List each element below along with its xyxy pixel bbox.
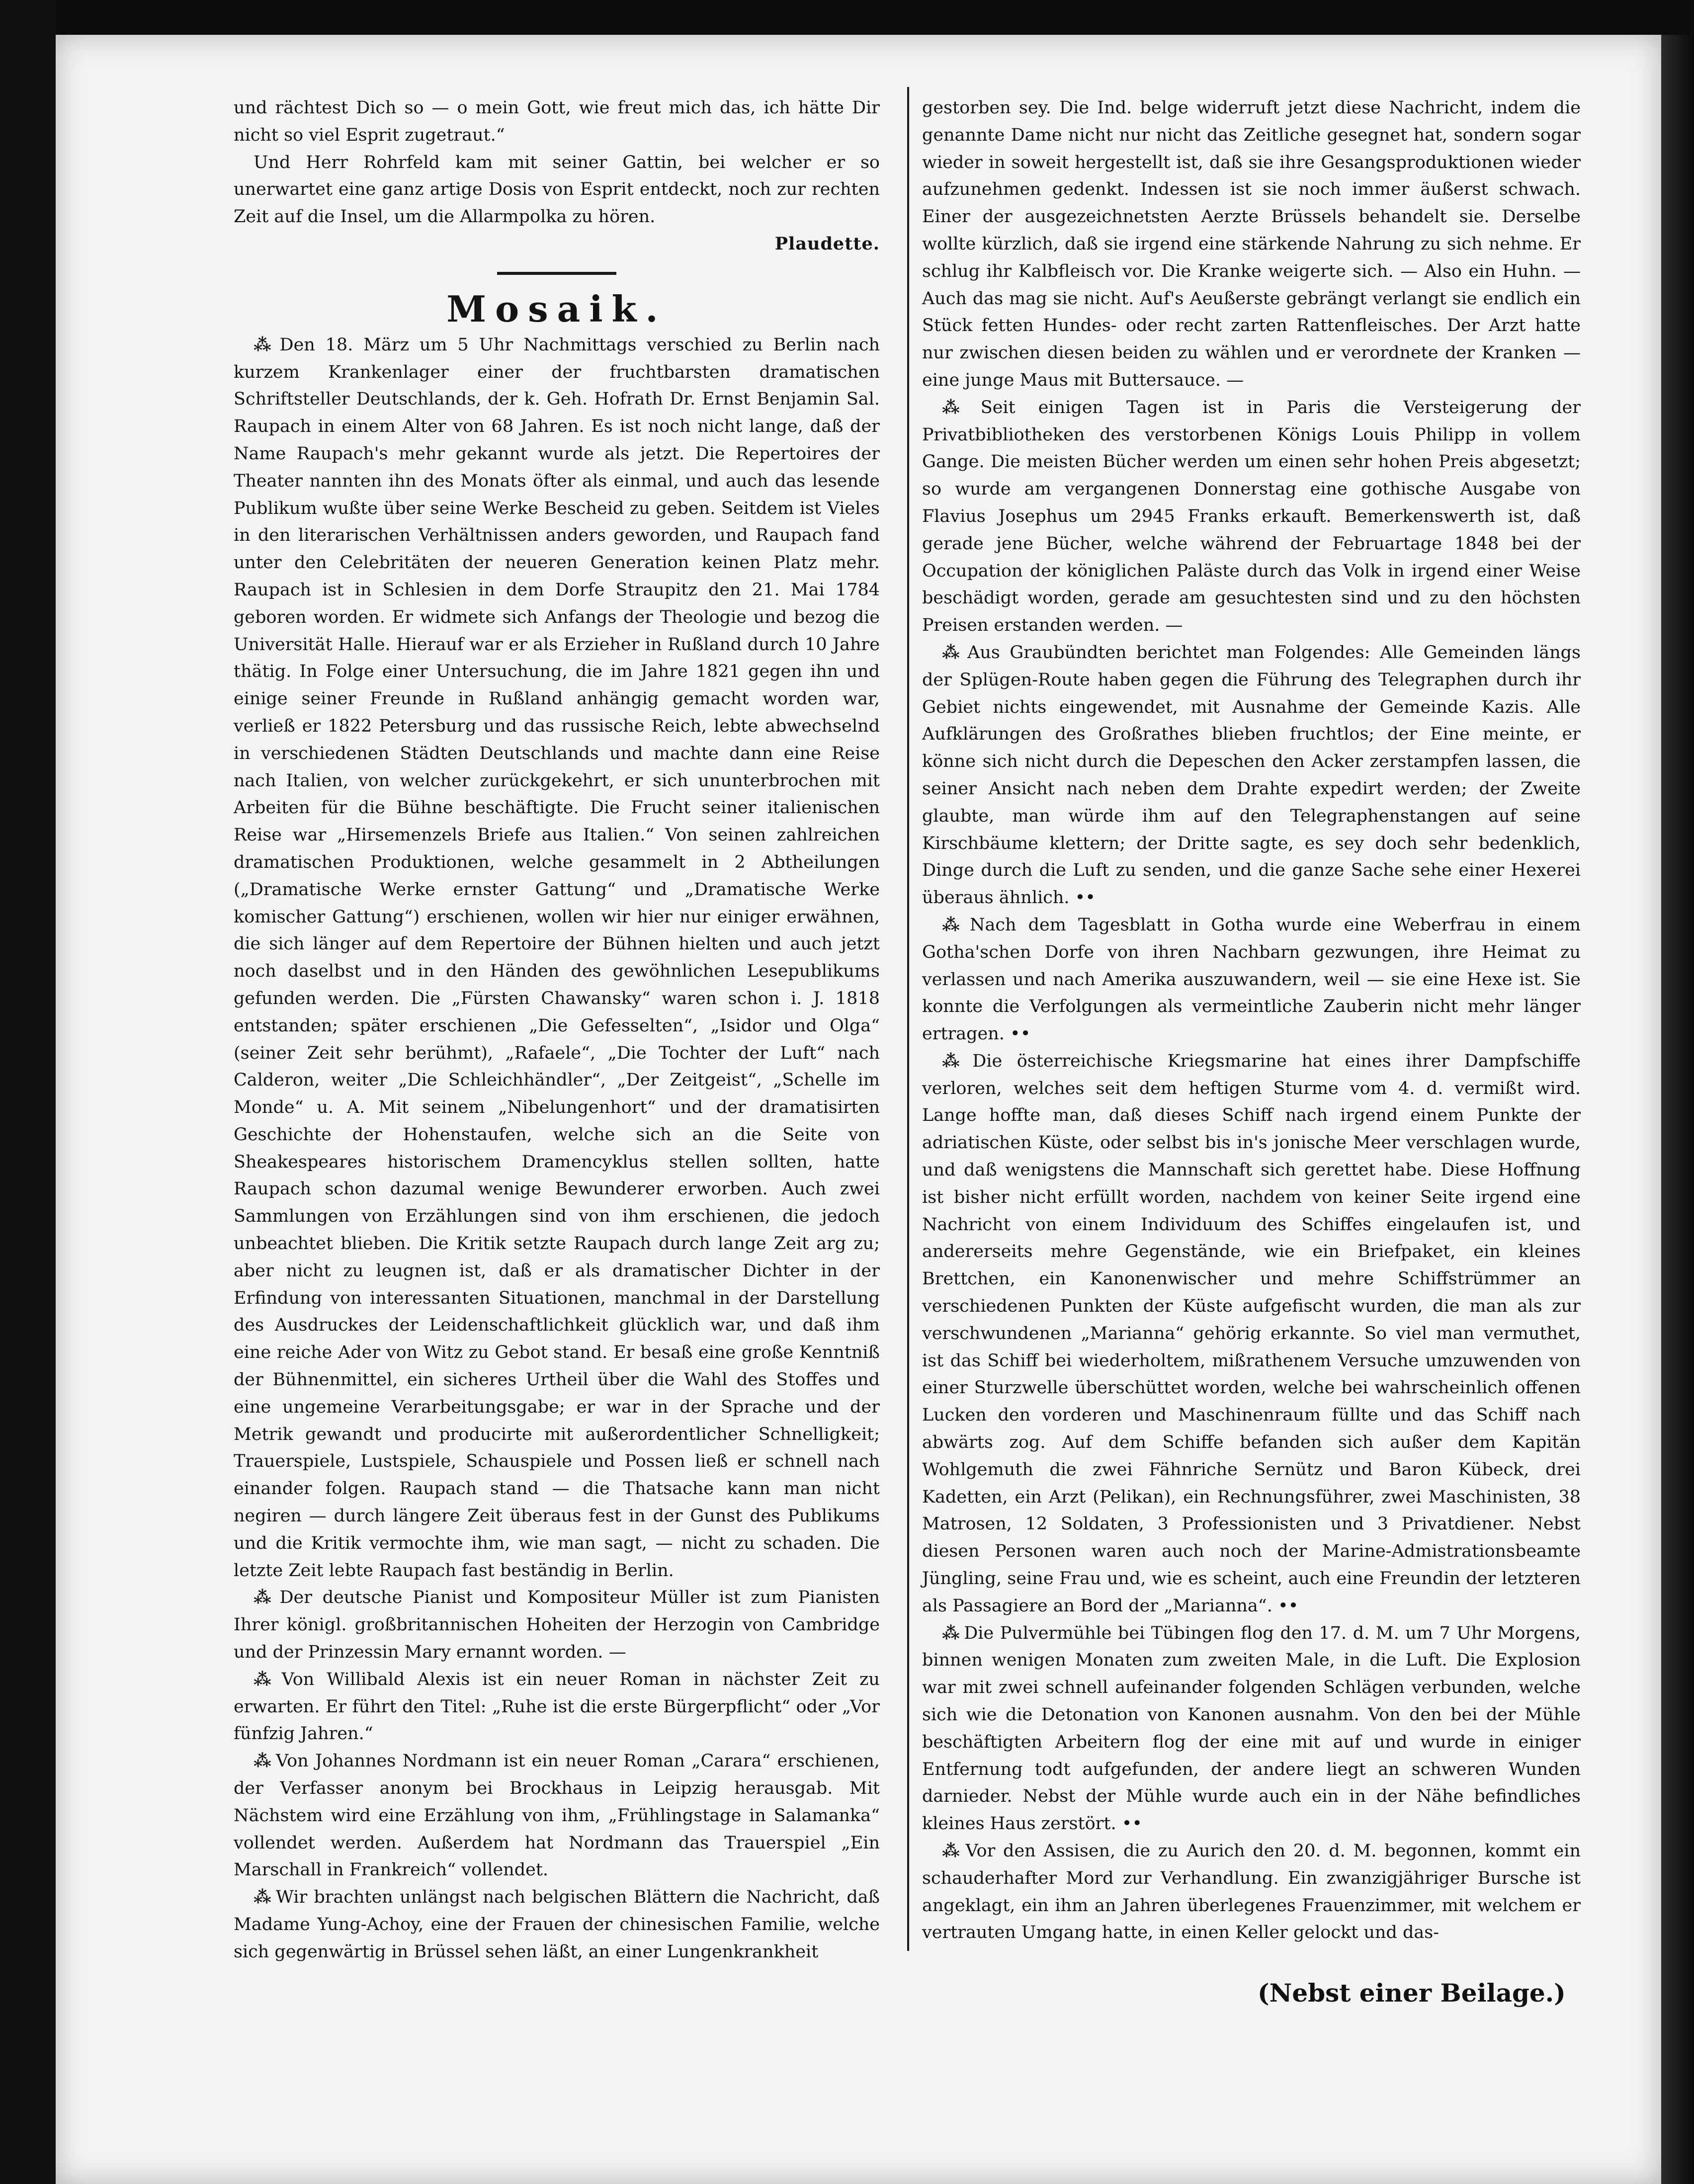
item-text: Nach dem Tagesblatt in Gotha wurde eine Weberfrau in einem Gotha'schen Dorfe von ihren Nachbarn gezwungen, ihre Heimat zu verlassen und nach Amerika auszuwandern, weil — sie eine Hexe ist. Sie konnte die Verfolgungen als vermeintliche Zauberin nicht mehr länger ertragen.	[922, 915, 1581, 1044]
item-marker: ⁂	[942, 1622, 959, 1643]
item-end-mark: —	[608, 1642, 626, 1663]
continuation-text	[922, 94, 1581, 394]
mosaik-item	[234, 1884, 880, 1965]
item-text: Die Pulvermühle bei Tübingen flog den 17. d. M. um 7 Uhr Morgens, binnen wenigen Monaten zum zweiten Male, in die Luft. Die Explosion war mit zwei schnell aufeinander folgenden Schlägen verbunden, welche sich wie die Detonation von Kanonen ausnahm. Von den bei der Mühle beschäftigten Arbeitern flog der eine mit auf und wurde in einiger Entfernung todt aufgefunden, der andere liegt an schweren Wunden darnieder. Nebst der Mühle wurde auch ein in der Nähe befindliches kleines Haus zerstört.	[922, 1623, 1581, 1834]
item-marker: ⁂	[942, 914, 965, 935]
supplement-note: (Nebst einer Beilage.)	[1258, 1978, 1566, 2008]
item-end-mark: ••	[1277, 1596, 1299, 1616]
item-text: Den 18. März um 5 Uhr Nachmittags verschied zu Berlin nach kurzem Krankenlager einer der fruchtbarsten dramatischen Schriftsteller Deutschlands, der k. Geh. Hofrath Dr. Ernst Benjamin Sal. Raupach in einem Alter von 68 Jahren. Es ist noch nicht lange, daß der Name Raupach's mehr gekannt wurde als jetzt. Die Repertoires der Theater nannten ihn des Monats öfter als einmal, und auch das lesende Publikum wußte über seine Werke Bescheid zu geben. Seitdem ist Vieles in den literarischen Verhältnissen anders geworden, und Raupach fand unter den Celebritäten der neueren Generation keinen Platz mehr. Raupach ist in Schlesien in dem Dorfe Straupitz den 21. Mai 1784 geboren worden. Er widmete sich Anfangs der Theologie und bezog die Universität Halle. Hierauf war er als Erzieher in Rußland durch 10 Jahre thätig. In Folge einer Untersuchung, die im Jahre 1821 gegen ihn und einige seiner Freunde in Rußland anhängig gemacht worden war, verließ er 1822 Petersburg und das russische Reich, lebte abwechselnd in verschiedenen Städten Deutschlands und machte dann eine Reise nach Italien, von welcher zurückgekehrt, er sich ununterbrochen mit Arbeiten für die Bühne beschäftigte. Die Frucht seiner italienischen Reise war „Hirsemenzels Briefe aus Italien.“ Von seinen zahlreichen dramatischen Produktionen, welche gesammelt in 2 Abtheilungen („Dramatische Werke ernster Gattung“ und „Dramatische Werke komischer Gattung“) erschienen, wollen wir hier nur einiger erwähnen, die sich länger auf dem Repertoire der Bühnen hielten und auch jetzt noch daselbst und in den Händen des gewöhnlichen Lesepublikums gefunden werden. Die „Fürsten Chawansky“ waren schon i. J. 1818 entstanden; später erschienen „Die Gefesselten“, „Isidor und Olga“ (seiner Zeit sehr berühmt), „Rafaele“, „Die Tochter der Luft“ nach Calderon, weiter „Die Schleichhändler“, „Der Zeitgeist“, „Schelle im Monde“ u. A. Mit seinem „Nibelungenhort“ und der dramatisirten Geschichte der Hohenstaufen, welche sich an die Seite von Sheakespeares historischem Dramencyklus stellen sollten, hatte Raupach schon dazumal wenige Bewunderer erworben. Auch zwei Sammlungen von Erzählungen sind von ihm erschienen, die jedoch unbeachtet blieben. Die Kritik setzte Raupach durch lange Zeit arg zu; aber nicht zu leugnen ist, daß er als dramatischer Dichter in der Erfindung von interessanten Situationen, manchmal in der Darstellung des Ausdruckes der Leidenschaftlichkeit glücklich war, und daß ihm eine reiche Ader von Witz zu Gebot stand. Er besaß eine große Kenntniß der Bühnenmittel, ein sicheres Urtheil über die Wahl des Stoffes und eine ungemeine Verarbeitungsgabe; er war in der Sprache und der Metrik gewandt und producirte mit außerordentlicher Schnelligkeit; Trauerspiele, Lustspiele, Schauspiele und Possen ließ er schnell nach einander folgen. Raupach stand — die Thatsache kann man nicht negiren — durch längere Zeit überaus fest in der Gunst des Publikums und die Kritik vermochte ihm, wie man sagt, — nicht zu schaden. Die letzte Zeit lebte Raupach fast beständig in Berlin.	[234, 335, 880, 1581]
item-text: Wir brachten unlängst nach belgischen Blättern die Nachricht, daß Madame Yung-Achoy, eine der Frauen der chinesischen Familie, welche sich gegenwärtig in Brüssel sehen läßt, an einer Lungenkrankheit	[234, 1887, 880, 1962]
mosaik-item	[922, 1620, 1581, 1838]
item-end-mark: —	[1165, 615, 1183, 636]
item-marker: ⁂	[254, 1751, 271, 1771]
section-title: Mosaik.	[446, 287, 667, 330]
item-marker: ⁂	[942, 1841, 961, 1861]
mosaik-item	[234, 1748, 880, 1884]
section-rule	[497, 272, 616, 275]
right-column	[922, 94, 1581, 1946]
intro-text: und rächtest Dich so — o mein Gott, wie freut mich das, ich hätte Dir nicht so viel Esprit zugetraut.“	[234, 98, 880, 145]
intro-paragraph: Und Herr Rohrfeld kam mit seiner Gattin, bei welcher er so unerwartet eine ganz artige Dosis von Esprit entdeckt, noch zur rechten Zeit auf die Insel, um die Allarmpolka zu hören.	[234, 152, 880, 227]
item-text: Die österreichische Kriegsmarine hat eines ihrer Dampfschiffe verloren, welches seit dem heftigen Sturme vom 4. d. vermißt wird. Lange hoffte man, daß dieses Schiff nach irgend einem Punkte der adriatischen Küste, oder selbst bis in's jonische Meer verschlagen wurde, und daß wenigstens die Mannschaft sich gerettet habe. Diese Hoffnung ist bisher nicht erfüllt worden, nachdem von keiner Seite irgend eine Nachricht von einem Individuum des Schiffes eingelaufen ist, und andererseits mehre Gegenstände, wie ein Briefpaket, ein kleines Brettchen, ein Kanonenwischer und mehre Schiffstrümmer an verschiedenen Punkten der Küste aufgefischt wurden, die man als zur verschwundenen „Marianna“ gehörig erkannte. So viel man vermuthet, ist das Schiff bei wiederholtem, mißrathenem Versuche umzuwenden von einer Sturzwelle überschüttet worden, welche bei wahrscheinlich offenen Lucken den vorderen und Maschinenraum füllte und das Schiff nach abwärts zog. Auf dem Schiffe befanden sich außer dem Kapitän Wohlgemuth die zwei Fähnriche Sernütz und Baron Kübeck, drei Kadetten, ein Arzt (Pelikan), ein Rechnungsführer, zwei Maschinisten, 38 Matrosen, 12 Soldaten, 3 Professionisten und 3 Privatdiener. Nebst diesen Personen waren auch noch der Marine-Admistrationsbeamte Jüngling, seine Frau und, wie es scheint, auch eine Freundin der letzteren als Passagiere an Bord der „Marianna“.	[922, 1051, 1581, 1616]
item-text: Seit einigen Tagen ist in Paris die Versteigerung der Privatbibliotheken des verstorbenen Königs Louis Philipp in vollem Gange. Die meisten Bücher werden um einen sehr hohen Preis abgesetzt; so wurde am vergangenen Donnerstag eine gothische Ausgabe von Flavius Josephus um 2945 Franks erkauft. Bemerkenswerth ist, daß gerade jene Bücher, welche während der Februartage 1848 bei der Occupation der königlichen Paläste durch das Volk in irgend einer Weise beschädigt worden, gerade am gesuchtesten sind und zu den höchsten Preisen erstanden werden.	[922, 397, 1581, 636]
mosaik-item	[922, 1838, 1581, 1946]
mosaik-item	[922, 394, 1581, 639]
item-end-mark: ••	[1121, 1814, 1143, 1834]
item-marker: ⁂	[254, 1587, 275, 1608]
item-text: Von Willibald Alexis ist ein neuer Roman in nächster Zeit zu erwarten. Er führt den Titel: „Ruhe ist die erste Bürgerpflicht“ oder „Vor fünfzig Jahren.“	[234, 1669, 880, 1744]
mosaik-item	[234, 332, 880, 1585]
mosaik-item	[922, 1048, 1581, 1620]
scan-right-edge	[1661, 35, 1694, 2184]
item-marker: ⁂	[254, 1669, 277, 1689]
item-marker: ⁂	[942, 1050, 968, 1071]
item-text: gestorben sey. Die Ind. belge widerruft jetzt diese Nachricht, indem die genannte Dame nicht nur nicht das Zeitliche gesegnet hat, sondern sogar wieder in soweit hergestellt ist, daß sie ihre Gesangsproduktionen wieder aufzunehmen gedenkt. Indessen ist sie noch immer äußerst schwach. Einer der ausgezeichnetsten Aerzte Brüssels behandelt sie. Derselbe wollte kürzlich, daß sie irgend eine stärkende Nahrung zu sich nehme. Er schlug ihr Kalbfleisch vor. Die Kranke weigerte sich. — Also ein Huhn. — Auch das mag sie nicht. Auf's Aeußerste gebrängt verlangt sie endlich ein Stück fetten Hundes- oder recht zarten Rattenfleisches. Der Arzt hatte nur zwischen diesen beiden zu wählen und er verordnete der Kranken — eine junge Maus mit Buttersauce.	[922, 98, 1581, 390]
item-marker: ⁂	[254, 334, 275, 355]
left-column	[234, 94, 880, 1966]
mosaik-item	[922, 912, 1581, 1048]
item-end-mark: ••	[1010, 1024, 1031, 1044]
mosaik-item	[234, 1584, 880, 1666]
item-text: Aus Graubündten berichtet man Folgendes: Alle Gemeinden längs der Splügen-Route haben gegen die Führung des Telegraphen durch ihr Gebiet nichts eingewendet, mit Ausnahme der Gemeinde Kazis. Alle Aufklärungen des Großrathes blieben fruchtlos; der Eine meinte, er könne sich nicht durch die Depeschen den Acker zerstampfen lassen, die seiner Ansicht nach neben dem Drahte expedirt werden; der Zweite glaubte, man würde ihm auf den Telegraphenstangen auf seine Kirschbäume klettern; der Dritte sagte, es sey doch sehr bedenklich, Dinge durch die Luft zu senden, und die ganze Sache sehe einer Hexerei überaus ähnlich.	[922, 642, 1581, 908]
item-text: Vor den Assisen, die zu Aurich den 20. d. M. begonnen, kommt ein schauderhafter Mord zur Verhandlung. Ein zwanzigjähriger Bursche ist angeklagt, ein ihm an Jahren überlegenes Frauenzimmer, mit welchem er vertrauten Umgang hatte, in einen Keller gelockt und das-	[922, 1841, 1581, 1943]
item-marker: ⁂	[942, 642, 963, 663]
item-marker: ⁂	[942, 397, 976, 418]
item-end-mark: —	[1226, 370, 1244, 390]
item-end-mark: ••	[1075, 888, 1096, 908]
mosaik-item	[922, 639, 1581, 912]
intro-signature: Plaudette.	[774, 233, 880, 254]
item-text: Der deutsche Pianist und Kompositeur Müller ist zum Pianisten Ihrer königl. großbritannischen Hoheiten der Herzogin von Cambridge und der Prinzessin Mary ernannt worden.	[234, 1588, 880, 1663]
item-marker: ⁂	[254, 1887, 271, 1908]
scan-top-edge	[56, 0, 1694, 35]
column-divider	[907, 87, 909, 1951]
mosaik-item	[234, 1666, 880, 1748]
item-text: Von Johannes Nordmann ist ein neuer Roman „Carara“ erschienen, der Verfasser anonym bei Brockhaus in Leipzig herausgab. Mit Nächstem wird eine Erzählung von ihm, „Frühlingstage in Salamanka“ vollendet werden. Außerdem hat Nordmann das Trauerspiel „Ein Marschall in Frankreich“ vollendet.	[234, 1751, 880, 1880]
